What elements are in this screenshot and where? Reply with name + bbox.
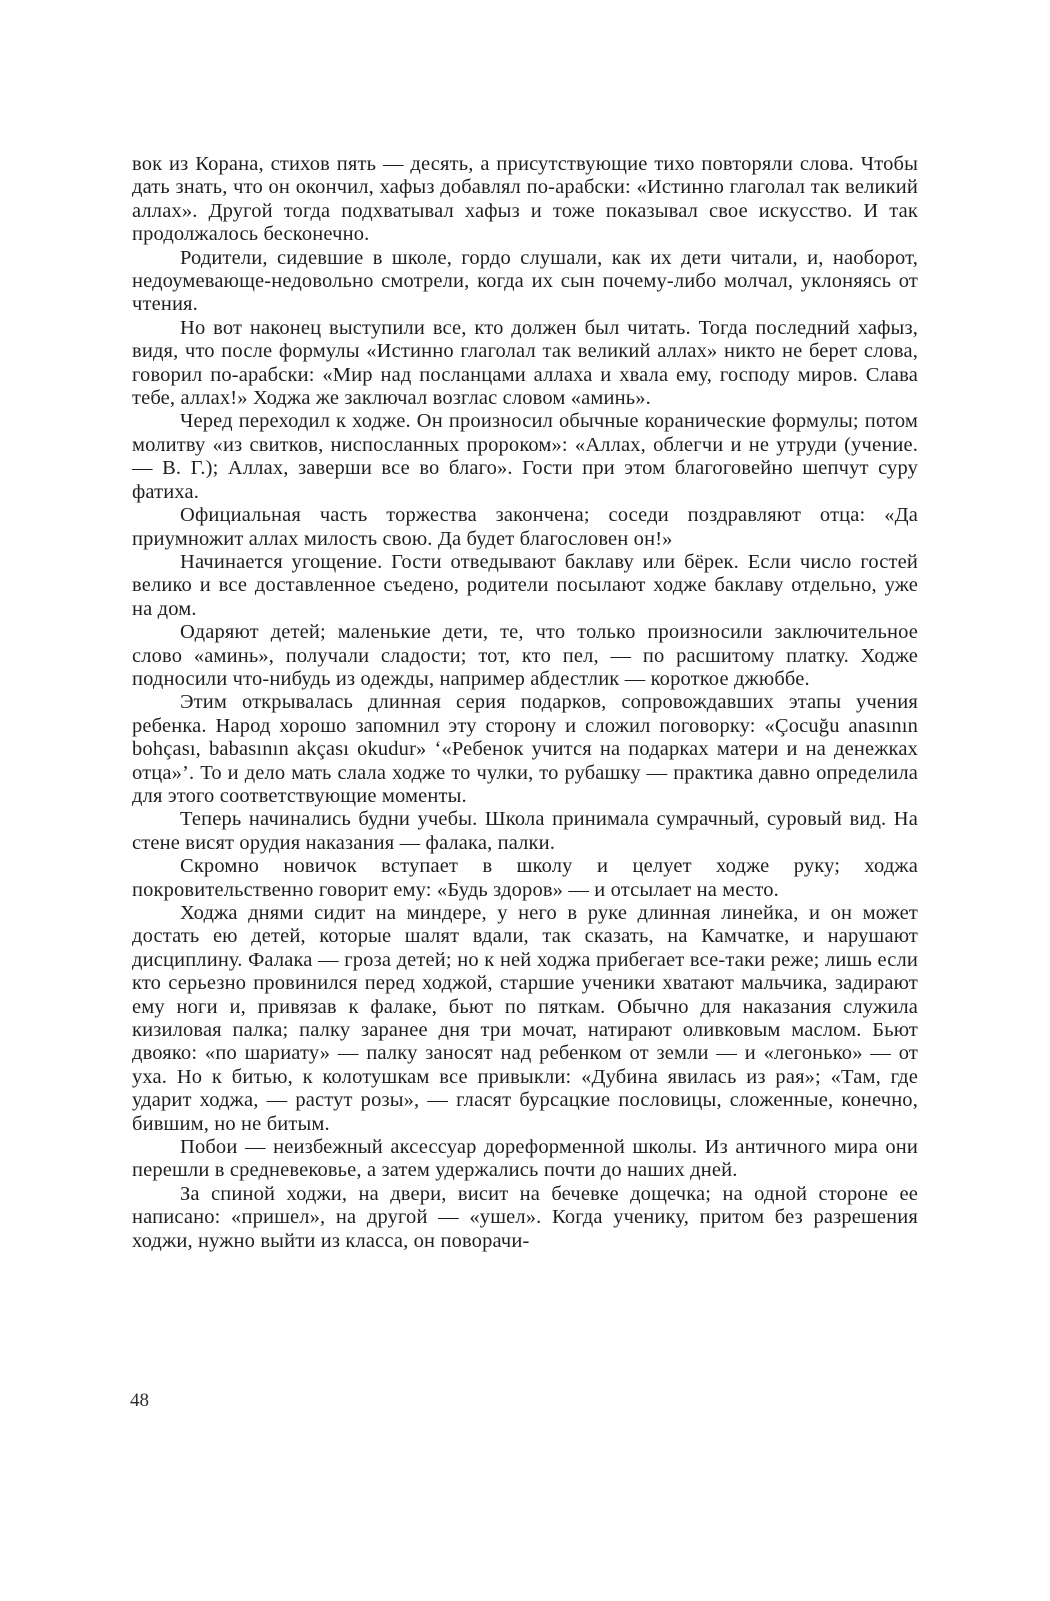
- paragraph-10: Скромно новичок вступает в школу и целует ходже руку; ходжа покровительственно говорит ему: «Будь здоров» — и отсылает на место.: [132, 855, 918, 901]
- paragraph-6: Начинается угощение. Гости отведывают баклаву или бёрек. Если число гостей велико и все доставленное съедено, родители посылают ходже баклаву отдельно, уже на дом.: [132, 550, 918, 620]
- paragraph-4: Черед переходил к ходже. Он произносил обычные коранические формулы; потом молитву «из свитков, ниспосланных пророком»: «Аллах, облегчи и не утруди (учение. — В. Г.); Аллах, заверши все во благо». Гости при этом благоговейно шепчут суру фатиха.: [132, 410, 918, 503]
- paragraph-5: Официальная часть торжества закончена; соседи поздравляют отца: «Да приумножит аллах милость свою. Да будет благословен он!»: [132, 504, 918, 550]
- paragraph-7: Одаряют детей; маленькие дети, те, что только произносили заключительное слово «аминь», получали сладости; тот, кто пел, — по расшитому платку. Ходже подносили что-нибудь из одежды, например абдестлик — короткое джюббе.: [132, 621, 918, 690]
- paragraph-11: Ходжа днями сидит на миндере, у него в руке длинная линейка, и он может достать ею детей, которые шалят вдали, так сказать, на Камчатке, и нарушают дисциплину. Фалака — гроза детей; но к ней ходжа прибегает все-таки реже; лишь если кто серьезно провинился перед ходжой, старшие ученики хватают мальчика, задирают ему ноги и, привязав к фалаке, бьют по пяткам. Обычно для наказания служила кизиловая палка; палку заранее дня три мочат, натирают оливковым маслом. Бьют двояко: «по шариату» — палку заносят над ребенком от земли — и «легонько» — от уха. Но к битью, к колотушкам все привыкли: «Дубина явилась из рая»; «Там, где ударит ходжа, — растут розы», — гласят бурсацкие пословицы, сложенные, конечно, бившим, но не битым.: [132, 902, 918, 1135]
- paragraph-2: Родители, сидевшие в школе, гордо слушали, как их дети читали, и, наоборот, недоумевающе-недовольно смотрели, когда их сын почему-либо молчал, уклоняясь от чтения.: [132, 246, 918, 316]
- page-text: [132, 153, 918, 1253]
- paragraph-1: вок из Корана, стихов пять — десять, а присутствующие тихо повторяли слова. Чтобы дать знать, что он окончил, хафыз добавлял по-арабски: «Истинно глаголал так великий аллах». Другой тогда подхватывал хафыз и тоже показывал свое искусство. И так продолжалось бесконечно.: [132, 153, 918, 246]
- paragraph-13: За спиной ходжи, на двери, висит на бечевке дощечка; на одной стороне ее написано: «пришел», на другой — «ушел». Когда ученику, притом без разрешения ходжи, нужно выйти из класса, он поворачи-: [132, 1182, 918, 1252]
- page-number: 48: [130, 1390, 149, 1411]
- paragraph-8: Этим открывалась длинная серия подарков, сопровождавших этапы учения ребенка. Народ хорошо запомнил эту сторону и сложил поговорку: «Çocuğu anasının bohçası, babasının akçası okudur» ‘«Ребенок учится на подарках матери и на денежках отца»’. То и дело мать слала ходже то чулки, то рубашку — практика давно определила для этого соответствующие моменты.: [132, 691, 918, 807]
- paragraph-3: Но вот наконец выступили все, кто должен был читать. Тогда последний хафыз, видя, что после формулы «Истинно глаголал так великий аллах» никто не берет слова, говорил по-арабски: «Мир над посланцами аллаха и хвала ему, господу миров. Слава тебе, аллах!» Ходжа же заключал возглас словом «аминь».: [132, 316, 918, 410]
- paragraph-9: Теперь начинались будни учебы. Школа принимала сумрачный, суровый вид. На стене висят орудия наказания — фалака, палки.: [132, 808, 918, 854]
- paragraph-12: Побои — неизбежный аксессуар дореформенной школы. Из античного мира они перешли в средневековье, а затем удержались почти до наших дней.: [132, 1136, 918, 1182]
